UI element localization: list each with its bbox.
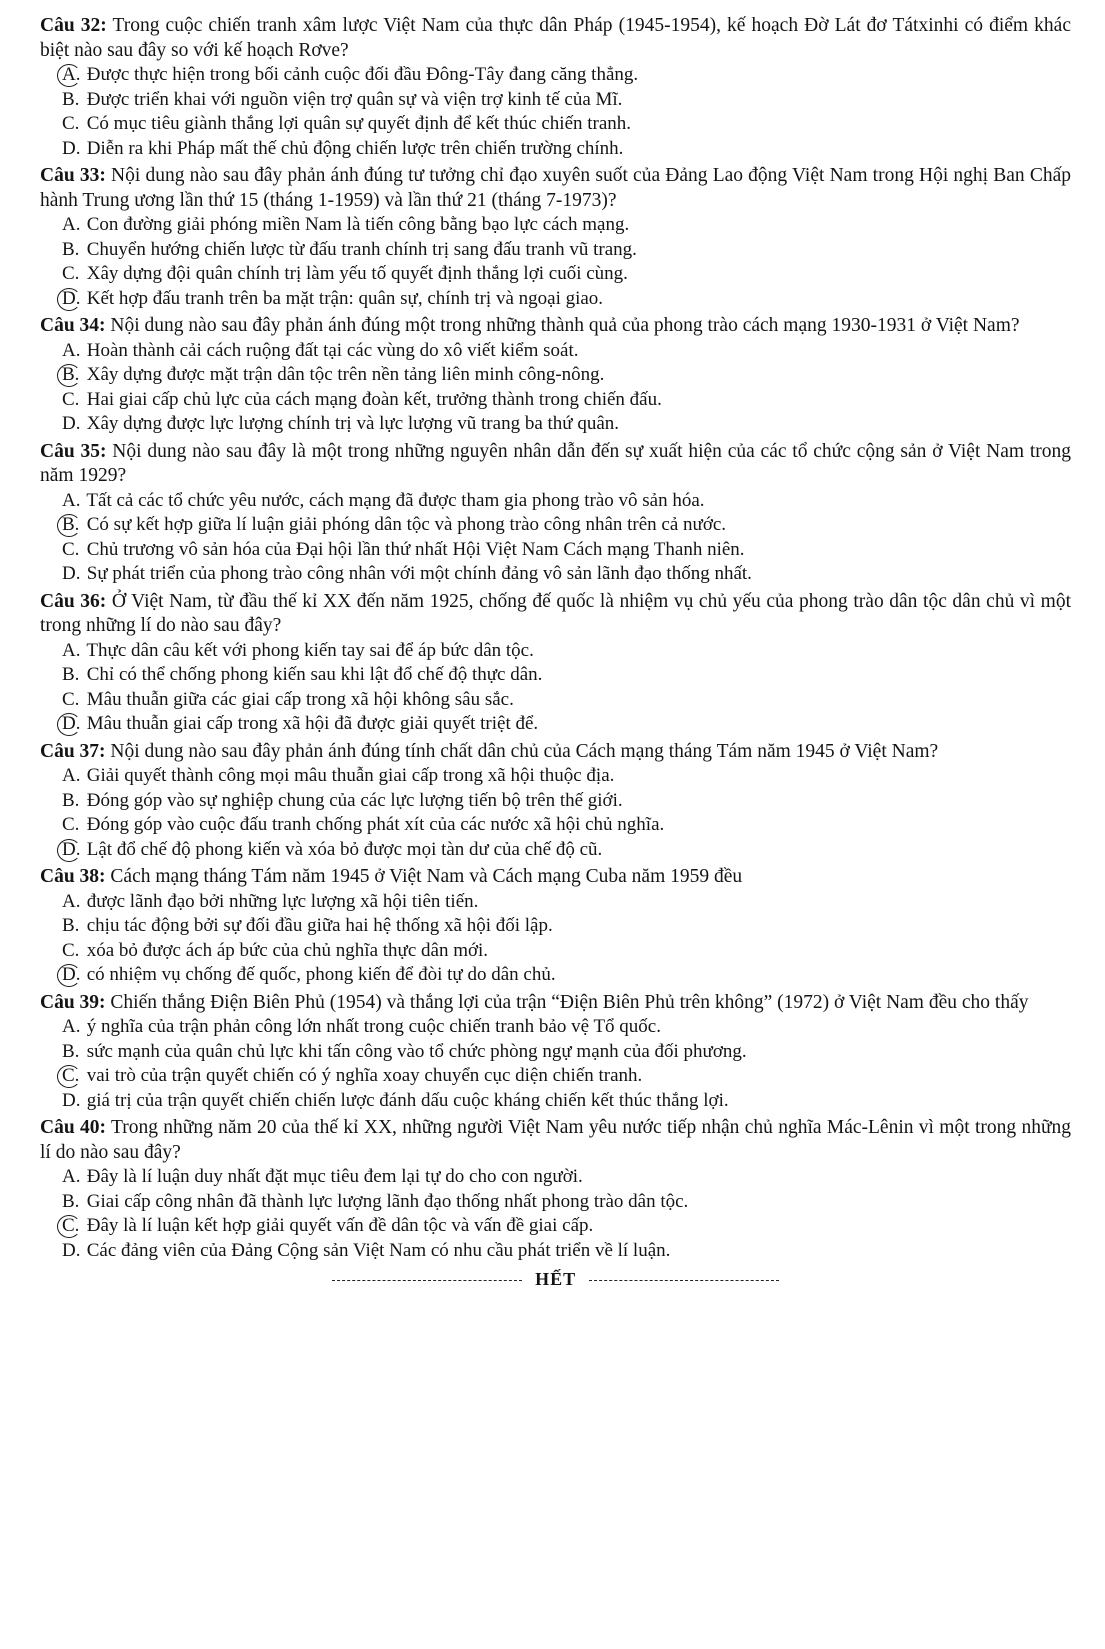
option-letter: B. <box>62 915 80 936</box>
option-letter: B. <box>62 513 82 538</box>
question-block <box>40 991 1071 1114</box>
option-text: sức mạnh của quân chủ lực khi tấn công vào tổ chức phòng ngự mạnh của đối phương. <box>86 1040 747 1062</box>
question-block <box>40 314 1071 437</box>
question-stem <box>40 14 1071 63</box>
question-text: Trong cuộc chiến tranh xâm lược Việt Nam của thực dân Pháp (1945-1954), kế hoạch Đờ Lát đơ Tátxinhi có điểm khác biệt nào sau đây so với kế hoạch Rơve? <box>40 15 1071 61</box>
question-stem <box>40 590 1071 639</box>
option-text: Đóng góp vào cuộc đấu tranh chống phát xít của các nước xã hội chủ nghĩa. <box>86 814 665 835</box>
option-letter: D. <box>62 413 81 434</box>
option-letter: B. <box>62 363 82 388</box>
option-text: Đóng góp vào sự nghiệp chung của các lực lượng tiến bộ trên thế giới. <box>86 789 623 811</box>
question-number: Câu 32: <box>40 15 107 36</box>
option-letter: C. <box>62 1214 82 1239</box>
question-text: Nội dung nào sau đây phản ánh đúng một trong những thành quả của phong trào cách mạng 1930-1931 ở Việt Nam? <box>110 315 1020 336</box>
answer-option <box>40 1239 1071 1264</box>
answer-option <box>40 813 1071 838</box>
answer-options <box>40 639 1071 737</box>
option-text: Xây dựng được mặt trận dân tộc trên nền tảng liên minh công-nông. <box>86 364 605 385</box>
answer-option <box>40 764 1071 789</box>
answer-options <box>40 489 1071 587</box>
option-letter: B. <box>62 1040 80 1062</box>
question-number: Câu 39: <box>40 991 106 1013</box>
question-text: Ở Việt Nam, từ đầu thế kỉ XX đến năm 1925, chống đế quốc là nhiệm vụ chủ yếu của phong trào dân tộc dân chủ vì một trong những lí do nào sau đây? <box>40 590 1072 636</box>
option-letter: C. <box>62 263 80 284</box>
question-number: Câu 35: <box>40 440 107 462</box>
answer-option <box>40 388 1071 413</box>
answer-option <box>40 213 1071 238</box>
option-letter: A. <box>62 1016 81 1037</box>
question-stem <box>40 740 1071 765</box>
answer-option <box>40 562 1071 587</box>
option-text: chịu tác động bởi sự đối đầu giữa hai hệ thống xã hội đối lập. <box>86 915 553 936</box>
answer-option <box>40 262 1071 287</box>
question-number: Câu 38: <box>40 866 106 887</box>
answer-option <box>40 890 1071 915</box>
option-text: Xây dựng đội quân chính trị làm yếu tố quyết định thắng lợi cuối cùng. <box>86 263 628 284</box>
question-block <box>40 14 1071 161</box>
option-letter: A. <box>62 339 81 361</box>
answer-option-selected <box>40 513 1071 538</box>
option-letter: A. <box>62 765 81 786</box>
option-text: Hai giai cấp chủ lực của cách mạng đoàn kết, trưởng thành trong chiến đấu. <box>86 388 662 410</box>
option-text: Đây là lí luận kết hợp giải quyết vấn đề dân tộc và vấn đề giai cấp. <box>86 1215 594 1236</box>
answer-option-selected <box>40 363 1071 388</box>
option-letter: B. <box>62 789 80 811</box>
answer-option-selected <box>40 63 1071 88</box>
option-letter: A. <box>62 1166 81 1187</box>
question-block <box>40 440 1071 587</box>
option-letter: B. <box>62 88 80 110</box>
answer-options <box>40 764 1071 862</box>
question-list <box>40 14 1071 1263</box>
answer-option <box>40 137 1071 162</box>
option-text: Sự phát triển của phong trào công nhân với một chính đảng vô sản lãnh đạo thống nhất. <box>86 563 752 584</box>
question-text: Nội dung nào sau đây phản ánh đúng tư tưởng chỉ đạo xuyên suốt của Đảng Lao động Việt Nam trong Hội nghị Ban Chấp hành Trung ương lần thứ 15 (tháng 1-1959) và lần thứ 21 (tháng 7-1973)? <box>40 165 1072 211</box>
question-stem <box>40 991 1071 1016</box>
question-text: Chiến thắng Điện Biên Phủ (1954) và thắng lợi của trận “Điện Biên Phủ trên không” (1972) ở Việt Nam đều cho thấy <box>110 991 1029 1013</box>
option-letter: C. <box>62 113 80 134</box>
answer-option <box>40 688 1071 713</box>
answer-option <box>40 489 1071 514</box>
answer-option <box>40 1190 1071 1215</box>
question-block <box>40 740 1071 863</box>
answer-option-selected <box>40 1064 1071 1089</box>
answer-options <box>40 1015 1071 1113</box>
option-text: Giải quyết thành công mọi mâu thuẫn giai cấp trong xã hội thuộc địa. <box>86 765 615 786</box>
option-letter: D. <box>62 287 82 312</box>
option-letter: D. <box>62 963 82 988</box>
answer-options <box>40 890 1071 988</box>
option-letter: C. <box>62 688 80 710</box>
answer-option <box>40 1089 1071 1114</box>
option-text: Thực dân câu kết với phong kiến tay sai để áp bức dân tộc. <box>86 639 534 661</box>
option-text: Được thực hiện trong bối cảnh cuộc đối đầu Đông-Tây đang căng thẳng. <box>86 64 639 85</box>
option-text: Đây là lí luận duy nhất đặt mục tiêu đem lại tự do cho con người. <box>86 1166 583 1187</box>
question-text: Trong những năm 20 của thế kỉ XX, những người Việt Nam yêu nước tiếp nhận chủ nghĩa Mác-Lênin vì một trong những lí do nào sau đây? <box>40 1117 1072 1163</box>
answer-option <box>40 789 1071 814</box>
footer-rule-left <box>332 1280 522 1281</box>
option-letter: B. <box>62 238 80 260</box>
question-block <box>40 865 1071 988</box>
option-text: ý nghĩa của trận phản công lớn nhất trong cuộc chiến tranh bảo vệ Tổ quốc. <box>86 1016 661 1037</box>
answer-option <box>40 412 1071 437</box>
option-text: có nhiệm vụ chống đế quốc, phong kiến để đòi tự do dân chủ. <box>86 964 556 985</box>
answer-option <box>40 538 1071 563</box>
option-letter: C. <box>62 1064 82 1089</box>
option-letter: C. <box>62 814 80 835</box>
option-letter: D. <box>62 712 82 737</box>
option-letter: A. <box>62 639 81 661</box>
option-letter: C. <box>62 388 80 410</box>
option-text: Chủ trương vô sản hóa của Đại hội lần thứ nhất Hội Việt Nam Cách mạng Thanh niên. <box>86 538 745 560</box>
answer-option-selected <box>40 712 1071 737</box>
answer-option-selected <box>40 1214 1071 1239</box>
question-stem <box>40 164 1071 213</box>
option-letter: D. <box>62 563 81 584</box>
question-block <box>40 1116 1071 1263</box>
answer-option-selected <box>40 287 1071 312</box>
option-letter: A. <box>62 890 81 912</box>
question-text: Nội dung nào sau đây phản ánh đúng tính chất dân chủ của Cách mạng tháng Tám năm 1945 ở Việt Nam? <box>110 740 939 762</box>
question-text: Nội dung nào sau đây là một trong những nguyên nhân dẫn đến sự xuất hiện của các tổ chức cộng sản ở Việt Nam trong năm 1929? <box>40 440 1072 486</box>
option-text: Con đường giải phóng miền Nam là tiến công bằng bạo lực cách mạng. <box>86 214 630 235</box>
option-letter: C. <box>62 939 80 961</box>
option-text: Lật đổ chế độ phong kiến và xóa bỏ được mọi tàn dư của chế độ cũ. <box>86 838 603 860</box>
question-number: Câu 40: <box>40 1117 106 1138</box>
answer-options <box>40 213 1071 311</box>
option-text: Diễn ra khi Pháp mất thế chủ động chiến lược trên chiến trường chính. <box>86 137 624 159</box>
option-letter: D. <box>62 1239 81 1261</box>
question-stem <box>40 314 1071 339</box>
option-text: Chỉ có thể chống phong kiến sau khi lật đổ chế độ thực dân. <box>86 664 543 685</box>
answer-option <box>40 914 1071 939</box>
option-text: Có mục tiêu giành thắng lợi quân sự quyết định để kết thúc chiến tranh. <box>86 113 632 134</box>
question-stem <box>40 440 1071 489</box>
answer-option <box>40 339 1071 364</box>
option-text: vai trò của trận quyết chiến có ý nghĩa xoay chuyển cục diện chiến tranh. <box>86 1065 643 1086</box>
question-number: Câu 33: <box>40 165 106 186</box>
answer-option <box>40 112 1071 137</box>
answer-option-selected <box>40 963 1071 988</box>
option-text: xóa bỏ được ách áp bức của chủ nghĩa thực dân mới. <box>86 939 489 961</box>
answer-option <box>40 663 1071 688</box>
option-letter: A. <box>62 489 81 511</box>
question-stem <box>40 1116 1071 1165</box>
answer-option <box>40 1165 1071 1190</box>
question-text: Cách mạng tháng Tám năm 1945 ở Việt Nam và Cách mạng Cuba năm 1959 đều <box>110 866 743 887</box>
question-number: Câu 37: <box>40 740 106 762</box>
question-block <box>40 164 1071 311</box>
option-letter: A. <box>62 214 81 235</box>
answer-option <box>40 939 1071 964</box>
option-text: được lãnh đạo bởi những lực lượng xã hội tiên tiến. <box>86 890 479 912</box>
footer-rule-right <box>589 1280 779 1281</box>
option-text: Kết hợp đấu tranh trên ba mặt trận: quân sự, chính trị và ngoại giao. <box>86 287 604 309</box>
option-text: Có sự kết hợp giữa lí luận giải phóng dân tộc và phong trào công nhân trên cả nước. <box>86 514 727 535</box>
answer-option <box>40 1040 1071 1065</box>
answer-option <box>40 1015 1071 1040</box>
option-text: Các đảng viên của Đảng Cộng sản Việt Nam có nhu cầu phát triển về lí luận. <box>86 1239 671 1261</box>
option-letter: A. <box>62 63 82 88</box>
option-letter: D. <box>62 1089 81 1111</box>
option-text: Chuyển hướng chiến lược từ đấu tranh chính trị sang đấu tranh vũ trang. <box>86 238 637 260</box>
option-text: Giai cấp công nhân đã thành lực lượng lãnh đạo thống nhất phong trào dân tộc. <box>86 1190 689 1212</box>
answer-options <box>40 1165 1071 1263</box>
option-letter: D. <box>62 137 81 159</box>
answer-options <box>40 63 1071 161</box>
answer-option <box>40 639 1071 664</box>
option-letter: C. <box>62 538 80 560</box>
option-text: Hoàn thành cải cách ruộng đất tại các vùng do xô viết kiểm soát. <box>86 339 579 361</box>
option-letter: D. <box>62 838 82 863</box>
option-text: Tất cả các tổ chức yêu nước, cách mạng đã được tham gia phong trào vô sản hóa. <box>86 489 705 511</box>
option-text: Được triển khai với nguồn viện trợ quân sự và viện trợ kinh tế của Mĩ. <box>86 88 623 110</box>
answer-option <box>40 238 1071 263</box>
question-stem <box>40 865 1071 890</box>
option-letter: B. <box>62 1190 80 1212</box>
option-letter: B. <box>62 664 80 685</box>
question-number: Câu 36: <box>40 590 107 612</box>
answer-option-selected <box>40 838 1071 863</box>
end-marker <box>40 1269 1071 1290</box>
option-text: Xây dựng được lực lượng chính trị và lực lượng vũ trang ba thứ quân. <box>86 413 620 434</box>
end-text: HẾT <box>535 1269 576 1289</box>
option-text: Mâu thuẫn giữa các giai cấp trong xã hội không sâu sắc. <box>86 688 514 710</box>
answer-options <box>40 339 1071 437</box>
option-text: Mâu thuẫn giai cấp trong xã hội đã được giải quyết triệt để. <box>86 713 539 734</box>
answer-option <box>40 88 1071 113</box>
question-block <box>40 590 1071 737</box>
option-text: giá trị của trận quyết chiến chiến lược đánh dấu cuộc kháng chiến kết thúc thắng lợi. <box>86 1089 729 1111</box>
question-number: Câu 34: <box>40 315 106 336</box>
